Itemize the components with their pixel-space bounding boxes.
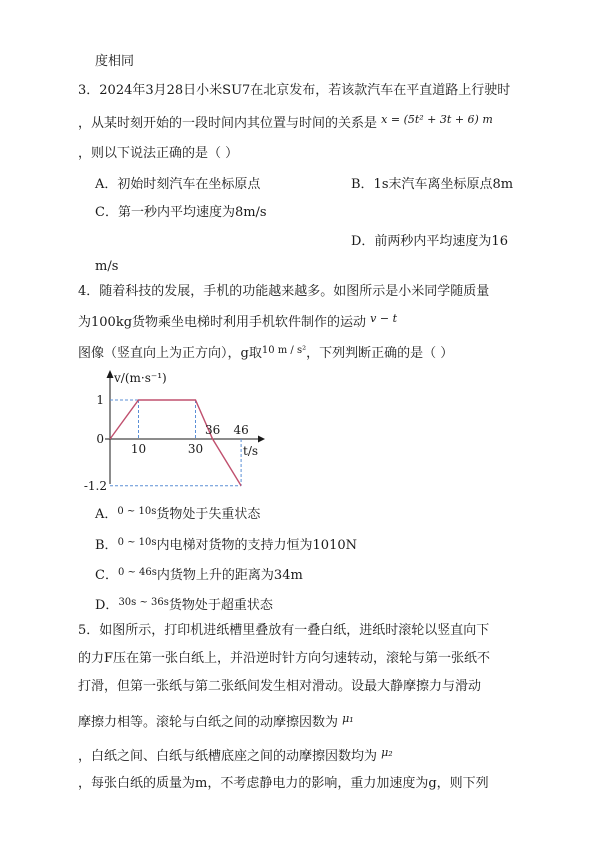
y-tick-1: 1 (96, 393, 104, 407)
text-line-1: 度相同 (95, 54, 135, 69)
vt-graph (83, 368, 270, 493)
y-axis-arrow (107, 370, 114, 378)
x-axis-arrow (258, 436, 265, 443)
option-label: A． (95, 507, 118, 522)
x-tick-30: 30 (187, 442, 204, 456)
x-tick-36: 36 (204, 423, 221, 437)
y-tick-0: 0 (96, 432, 104, 446)
stem-text: ，白纸之间、白纸与纸槽底座之间的动摩擦因数均为 (78, 749, 378, 764)
q4-option-c (95, 564, 303, 585)
x-tick-46: 46 (233, 423, 249, 437)
position-formula: x = (5t² + 3t + 6) m (381, 113, 493, 126)
mu1-symbol: μ₁ (342, 712, 354, 725)
time-range: 30s ~ 36s (118, 597, 169, 608)
time-range: 0 ~ 10s (117, 506, 157, 517)
stem-text: ，从某时刻开始的一段时间内其位置与时间的关系是 (78, 116, 378, 131)
question-5-stem: 5．如图所示，打印机进纸槽里叠放有一叠白纸，进纸时滚轮以竖直向下 (78, 623, 490, 638)
stem-text: 摩擦力相等。滚轮与白纸之间的动摩擦因数为 (78, 715, 339, 730)
stem-text: 图像（竖直向上为正方向），g取 (78, 346, 262, 361)
question-5-line-2: 的力F压在第一张白纸上，并沿逆时针方向匀速转动，滚轮与第一张纸不 (78, 651, 491, 666)
option-text: 内货物上升的距离为34m (156, 568, 303, 583)
time-range: 0 ~ 10s (117, 537, 157, 548)
stem-text-end: ，下列判断正确的是（ ） (306, 346, 454, 361)
x-axis-label: t/s (243, 444, 259, 458)
question-4-stem: 4．随着科技的发展，手机的功能越来越多。如图所示是小米同学随质量 (78, 284, 490, 299)
question-3-stem-end: ，则以下说法正确的是（ ） (78, 146, 239, 161)
q3-option-a: A．初始时刻汽车在坐标原点 (95, 177, 261, 192)
q4-option-a (95, 503, 260, 524)
option-label: C． (95, 568, 118, 583)
vt-symbol: v − t (370, 312, 398, 325)
q3-option-c: C．第一秒内平均速度为8m/s (95, 205, 267, 220)
question-3-stem: 3．2024年3月28日小米SU7在北京发布，若该款汽车在平直道路上行驶时 (78, 83, 511, 98)
q3-option-d-unit: m/s (95, 259, 119, 274)
velocity-line (110, 400, 241, 486)
g-value: 10 m / s² (261, 345, 307, 356)
q4-option-d (95, 594, 273, 615)
question-5-line-5 (78, 744, 393, 766)
question-5-line-6: ，每张白纸的质量为m，不考虑静电力的影响，重力加速度为g，则下列 (78, 776, 489, 791)
question-5-line-4 (78, 710, 354, 732)
question-3-stem-cont (78, 111, 493, 133)
q4-option-b (95, 534, 357, 555)
option-label: B． (95, 538, 118, 553)
time-range: 0 ~ 46s (117, 567, 157, 578)
option-label: D． (95, 598, 119, 613)
y-axis-label: v/(m·s⁻¹) (114, 371, 167, 385)
tick-labels (84, 393, 249, 493)
stem-text: 为100kg货物乘坐电梯时利用手机软件制作的运动 (78, 315, 367, 330)
option-text: 内电梯对货物的支持力恒为1010N (156, 538, 357, 553)
x-tick-10: 10 (130, 442, 147, 456)
option-text: 货物处于超重状态 (168, 598, 273, 613)
q3-option-d: D．前两秒内平均速度为16 (351, 234, 508, 249)
question-4-stem-end (78, 342, 453, 363)
y-tick-neg1-2: -1.2 (83, 478, 107, 493)
option-text: 货物处于失重状态 (156, 507, 261, 522)
q3-option-b: B．1s末汽车离坐标原点8m (351, 177, 514, 192)
mu2-symbol: μ₂ (381, 746, 393, 759)
question-4-stem-cont (78, 310, 397, 332)
question-5-line-3: 打滑，但第一张纸与第二张纸间发生相对滑动。设最大静摩擦力与滑动 (78, 679, 482, 694)
